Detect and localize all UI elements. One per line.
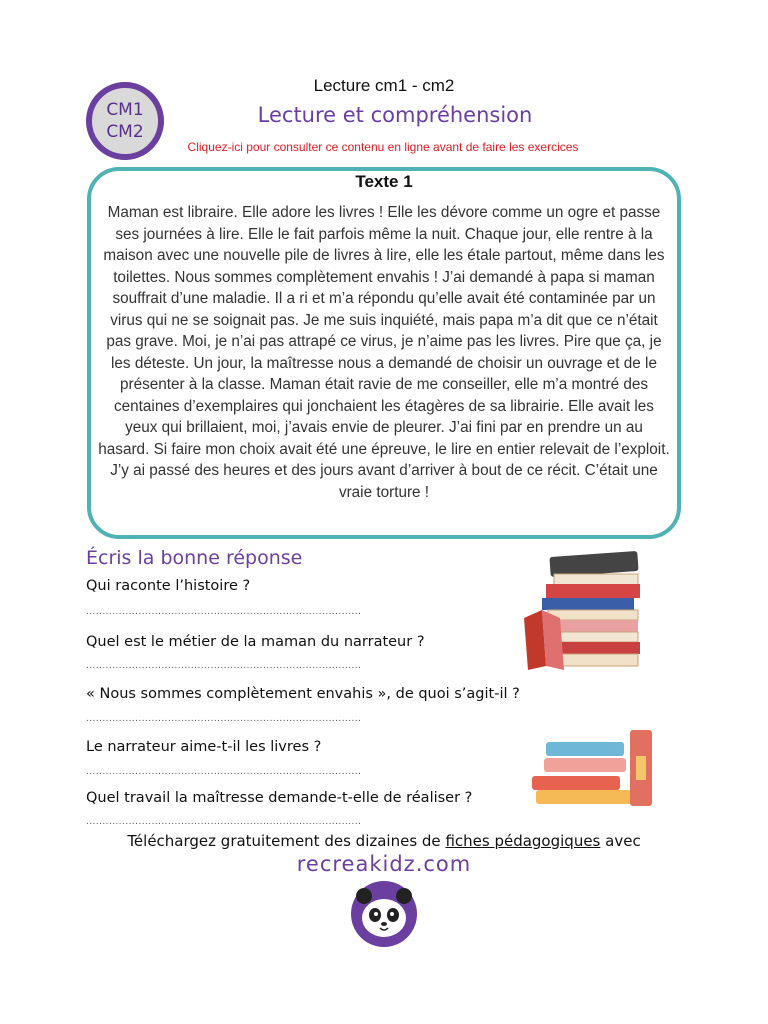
page-subtitle: Lecture cm1 - cm2: [313, 76, 455, 95]
question-2: Quel est le métier de la maman du narrateur ?: [86, 634, 425, 650]
site-name[interactable]: recreakidz.com: [296, 852, 472, 876]
answer-line-3[interactable]: ....................................................................................: [86, 713, 362, 724]
question-5: Quel travail la maîtresse demande-t-elle de réaliser ?: [86, 790, 473, 806]
online-link[interactable]: Cliquez-ici pour consulter ce contenu en ligne avant de faire les exercices: [187, 140, 579, 154]
books-row-illustration: [526, 726, 666, 808]
question-1: Qui raconte l’histoire ?: [86, 578, 251, 594]
footer-text-start: Téléchargez gratuitement des dizaines de: [127, 832, 446, 850]
question-3: « Nous sommes complètement envahis », de quoi s’agit-il ?: [86, 686, 520, 702]
panda-logo-icon: [345, 880, 423, 948]
book-stack-illustration: [520, 548, 650, 674]
exercise-title: Écris la bonne réponse: [86, 547, 303, 569]
page-title: Lecture et compréhension: [257, 103, 533, 127]
badge-line-2: CM2: [106, 122, 144, 142]
text-title: Texte 1: [355, 172, 413, 191]
answer-line-1[interactable]: ....................................................................................: [86, 606, 362, 617]
question-4: Le narrateur aime-t-il les livres ?: [86, 739, 322, 755]
badge-line-1: CM1: [106, 100, 144, 120]
answer-line-5[interactable]: ....................................................................................: [86, 816, 362, 827]
answer-line-2[interactable]: ....................................................................................: [86, 660, 362, 671]
footer-text: [0, 832, 768, 850]
footer-link[interactable]: fiches pédagogiques: [445, 832, 601, 850]
answer-line-4[interactable]: ....................................................................................: [86, 766, 362, 777]
reading-passage: Maman est libraire. Elle adore les livres ! Elle les dévore comme un ogre et passe ses journées à lire. Elle le fait parfois même la nuit. Chaque jour, elle rentre à la maison avec une nouvelle pile de livres à lire, elle les étale partout, même dans les toilettes. Nous sommes complètement envahis ! J’ai demandé à papa si maman souffrait d’une maladie. Il a ri et m’a répondu qu’elle avait été contaminée par un virus qui ne se soignait pas. Je me suis inquiété, mais papa m’a dit que ce n’était pas grave. Moi, je n’ai pas attrapé ce virus, je n’aime pas les livres. Pire que ça, je les déteste. Un jour, la maîtresse nous a demandé de choisir un ouvrage et de le présenter à la classe. Maman était ravie de me conseiller, elle m’a montré des centaines d’exemplaires qui jonchaient les étagères de sa librairie. Elle avait les yeux qui brillaient, moi, j’avais envie de pleurer. J’ai fini par en prendre un au hasard. Si faire mon choix avait été une épreuve, le lire en entier relevait de l’exploit. J’y ai passé des heures et des jours avant d’arriver à bout de ce récit. C’était une vraie torture !: [98, 204, 670, 501]
footer-text-end: avec: [600, 832, 641, 850]
